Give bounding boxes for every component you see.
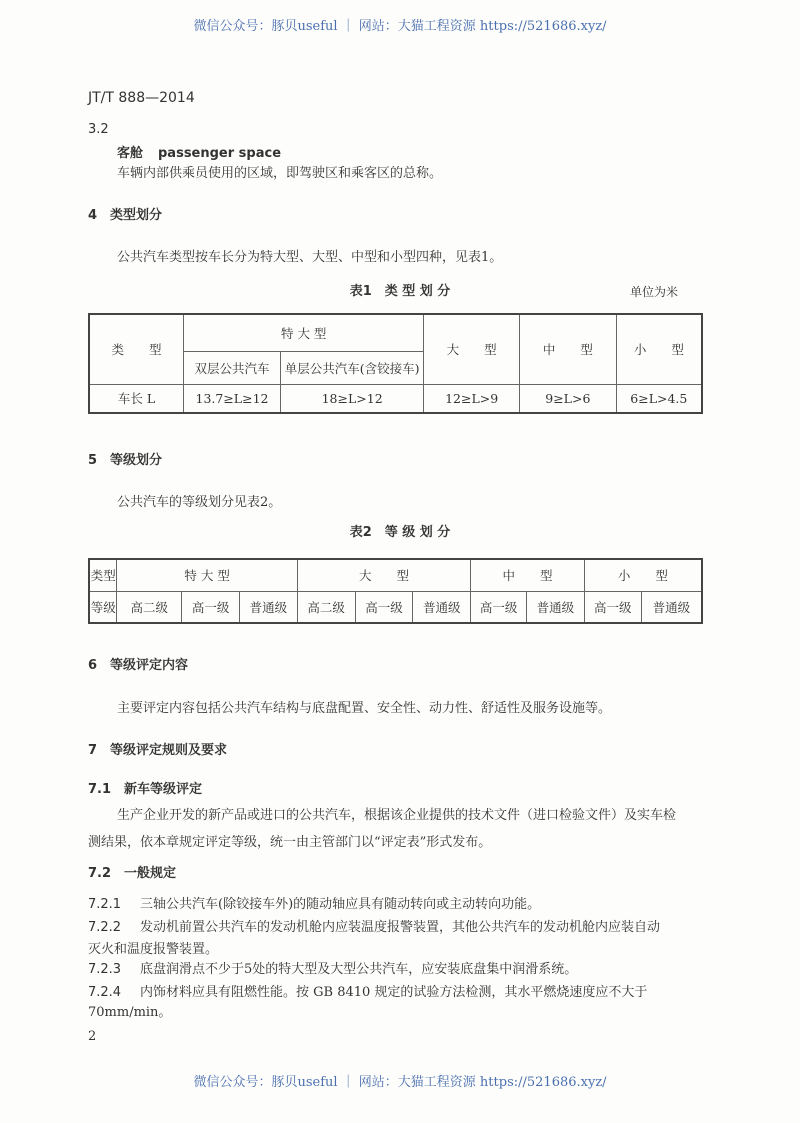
t1-v-double: 13.7≥L≥12 bbox=[184, 384, 281, 413]
section-7-heading: 7 等级评定规则及要求 bbox=[88, 743, 228, 758]
t1-h-large: 大 型 bbox=[424, 314, 520, 384]
section-5-para: 公共汽车的等级划分见表2。 bbox=[117, 495, 282, 510]
t2-h-type: 类型 bbox=[89, 559, 117, 591]
t2-h-medium: 中 型 bbox=[471, 559, 585, 591]
t2-h-xl: 特 大 型 bbox=[117, 559, 297, 591]
t2-h-large: 大 型 bbox=[297, 559, 470, 591]
t1-h-small: 小 型 bbox=[616, 314, 702, 384]
clause-7-2-4-line1: 内饰材料应具有阻燃性能。按 GB 8410 规定的试验方法检测，其水平燃烧速度应不大于 bbox=[140, 985, 648, 1000]
term-zh: 客舱 bbox=[117, 146, 144, 161]
t2-h-small: 小 型 bbox=[584, 559, 702, 591]
term-en: passenger space bbox=[158, 146, 282, 161]
t1-h-double: 双层公共汽车 bbox=[184, 351, 281, 384]
t1-v-medium: 9≥L>6 bbox=[520, 384, 617, 413]
section-5-heading: 5 等级划分 bbox=[88, 453, 163, 468]
page-number: 2 bbox=[88, 1029, 97, 1044]
clause-7-2-2-number: 7.2.2 bbox=[88, 920, 122, 935]
section-7-1-para-line2: 测结果，依本章规定评定等级，统一由主管部门以“评定表”形式发布。 bbox=[88, 835, 492, 850]
t2-grade: 普通级 bbox=[413, 591, 471, 623]
t2-grade: 高一级 bbox=[584, 591, 641, 623]
t1-v-single: 18≥L>12 bbox=[280, 384, 423, 413]
t1-h-medium: 中 型 bbox=[520, 314, 617, 384]
t2-grade: 普通级 bbox=[527, 591, 585, 623]
section-6-heading: 6 等级评定内容 bbox=[88, 658, 189, 673]
clause-7-2-4-number: 7.2.4 bbox=[88, 985, 122, 1000]
t1-v-small: 6≥L>4.5 bbox=[616, 384, 702, 413]
t1-h-single: 单层公共汽车(含铰接车) bbox=[280, 351, 423, 384]
clause-7-2-1-number: 7.2.1 bbox=[88, 897, 122, 912]
section-4-para: 公共汽车类型按车长分为特大型、大型、中型和小型四种，见表1。 bbox=[117, 250, 503, 265]
table2-caption: 表2 等 级 划 分 bbox=[349, 525, 451, 540]
term-definition: 车辆内部供乘员使用的区域，即驾驶区和乘客区的总称。 bbox=[117, 166, 443, 181]
section-6-para: 主要评定内容包括公共汽车结构与底盘配置、安全性、动力性、舒适性及服务设施等。 bbox=[117, 701, 612, 716]
t2-row-label: 等级 bbox=[89, 591, 117, 623]
clause-7-2-4-line2: 70mm/min。 bbox=[88, 1005, 172, 1020]
section-3-2-number: 3.2 bbox=[88, 122, 109, 137]
t1-v-large: 12≥L>9 bbox=[424, 384, 520, 413]
watermark-top: 微信公众号：豚贝useful ｜ 网站：大猫工程资源 https://521686.xyz/ bbox=[193, 19, 607, 34]
t1-h-xl: 特 大 型 bbox=[184, 314, 424, 351]
clause-7-2-3: 底盘润滑点不少于5处的特大型及大型公共汽车，应安装底盘集中润滑系统。 bbox=[140, 962, 578, 977]
clause-7-2-2-line1: 发动机前置公共汽车的发动机舱内应装温度报警装置，其他公共汽车的发动机舱内应装自动 bbox=[140, 920, 661, 935]
t2-grade: 高一级 bbox=[355, 591, 413, 623]
t2-grade: 高二级 bbox=[297, 591, 355, 623]
clause-7-2-3-number: 7.2.3 bbox=[88, 962, 122, 977]
table1 bbox=[88, 313, 703, 414]
t2-grade: 高一级 bbox=[182, 591, 240, 623]
clause-7-2-2-line2: 灭火和温度报警装置。 bbox=[88, 942, 219, 957]
t2-grade: 普通级 bbox=[239, 591, 297, 623]
t2-grade: 普通级 bbox=[641, 591, 702, 623]
section-7-1-heading: 7.1 新车等级评定 bbox=[88, 782, 203, 797]
table1-unit: 单位为米 bbox=[630, 285, 679, 299]
clause-7-2-1: 三轴公共汽车(除铰接车外)的随动轴应具有随动转向或主动转向功能。 bbox=[140, 897, 541, 912]
section-7-2-heading: 7.2 一般规定 bbox=[88, 866, 177, 881]
t2-grade: 高一级 bbox=[471, 591, 527, 623]
t1-row-label: 车长 L bbox=[89, 384, 184, 413]
watermark-bottom: 微信公众号：豚贝useful ｜ 网站：大猫工程资源 https://521686.xyz/ bbox=[193, 1075, 607, 1090]
t1-h-type: 类 型 bbox=[89, 314, 184, 384]
table1-caption: 表1 类 型 划 分 bbox=[349, 284, 451, 299]
doc-id: JT/T 888—2014 bbox=[88, 90, 195, 106]
section-4-heading: 4 类型划分 bbox=[88, 208, 163, 223]
table2 bbox=[88, 558, 703, 624]
section-7-1-para-line1: 生产企业开发的新产品或进口的公共汽车，根据该企业提供的技术文件（进口检验文件）及实车检 bbox=[117, 808, 677, 823]
t2-grade: 高二级 bbox=[117, 591, 182, 623]
